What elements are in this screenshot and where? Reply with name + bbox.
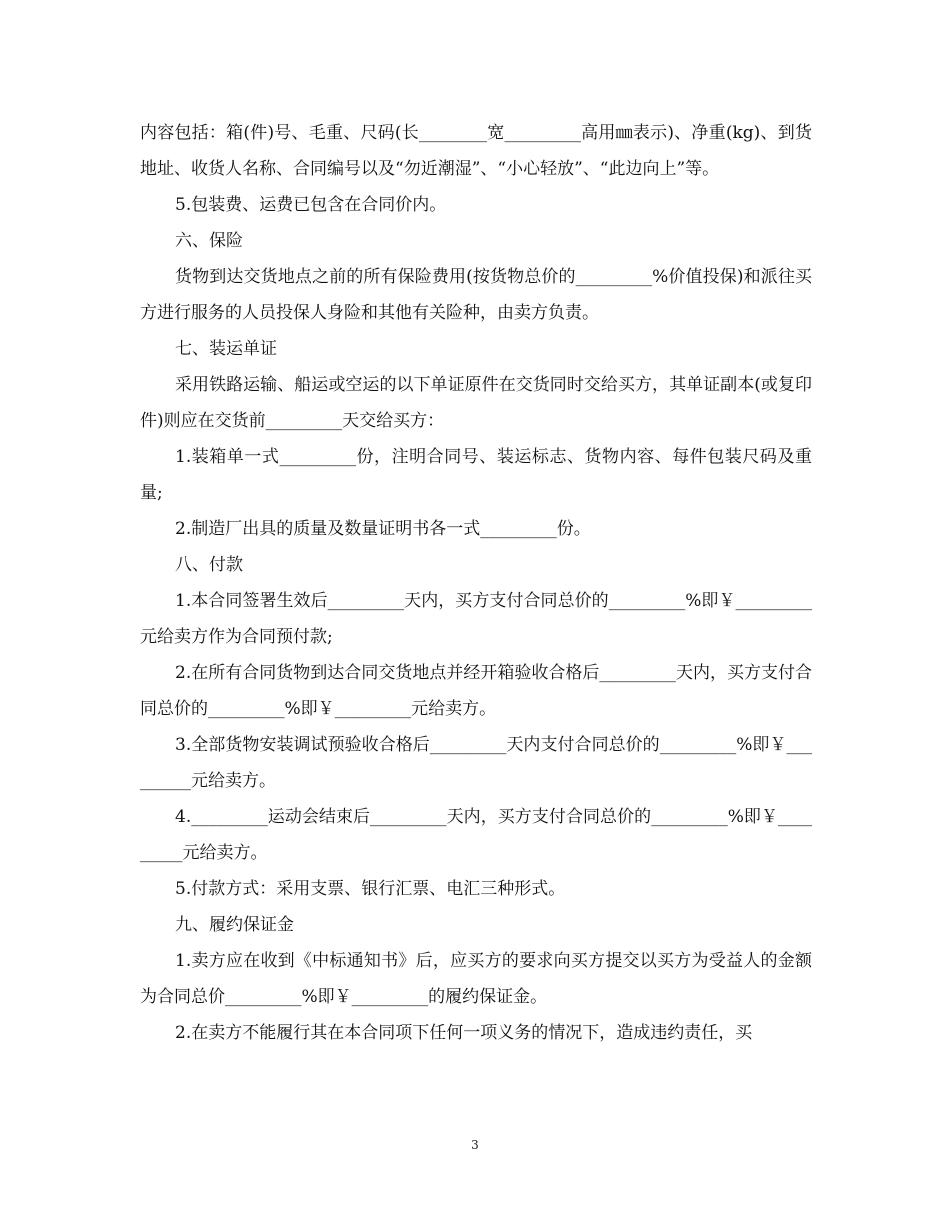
paragraph-clause-5-packing-fee: 5.包装费、运费已包含在合同价内。: [175, 195, 447, 215]
paragraph-shipping-documents: 采用铁路运输、船运或空运的以下单证原件在交货同时交给买方，其单证副本(或复印件)则应在交货前_________天交给买方：: [140, 375, 812, 431]
paragraph-payment-4: 4._________运动会结束后_________天内，买方支付合同总价的_________%即￥_________元给卖方。: [140, 807, 812, 863]
paragraph-payment-1: 1.本合同签署生效后_________天内，买方支付合同总价的_________%即￥_________元给卖方作为合同预付款;: [140, 591, 812, 647]
paragraph-performance-bond-1: 1.卖方应在收到《中标通知书》后，应买方的要求向买方提交以买方为受益人的金额为合同总价_________%即￥_________的履约保证金。: [140, 951, 812, 1007]
page-number: 3: [471, 1138, 479, 1152]
paragraph-payment-2: 2.在所有合同货物到达合同交货地点并经开箱验收合格后_________天内，买方支付合同总价的_________%即￥_________元给卖方。: [140, 663, 812, 719]
paragraph-quality-certificate: 2.制造厂出具的质量及数量证明书各一式_________份。: [175, 519, 591, 539]
section-heading-performance-bond: 九、履约保证金: [175, 915, 294, 935]
document-body: [140, 115, 812, 1051]
section-heading-shipping-documents: 七、装运单证: [175, 339, 277, 359]
section-heading-payment: 八、付款: [175, 555, 243, 575]
section-heading-insurance: 六、保险: [175, 231, 243, 251]
paragraph-payment-method: 5.付款方式：采用支票、银行汇票、电汇三种形式。: [175, 879, 566, 899]
paragraph-contents: 内容包括：箱(件)号、毛重、尺码(长________宽_________高用㎜表示)、净重(kg)、到货地址、收货人名称、合同编号以及“勿近潮湿”、“小心轻放”、“此边向上”等。: [140, 123, 812, 179]
paragraph-packing-list: 1.装箱单一式_________份，注明合同号、装运标志、货物内容、每件包装尺码及重量;: [140, 447, 812, 503]
paragraph-payment-3: 3.全部货物安装调试预验收合格后_________天内支付合同总价的_________%即￥_________元给卖方。: [140, 735, 812, 791]
paragraph-insurance: 货物到达交货地点之前的所有保险费用(按货物总价的_________%价值投保)和派往买方进行服务的人员投保人身险和其他有关险种，由卖方负责。: [140, 267, 812, 323]
paragraph-performance-bond-2: 2.在卖方不能履行其在本合同项下任何一项义务的情况下，造成违约责任，买: [175, 1023, 753, 1043]
